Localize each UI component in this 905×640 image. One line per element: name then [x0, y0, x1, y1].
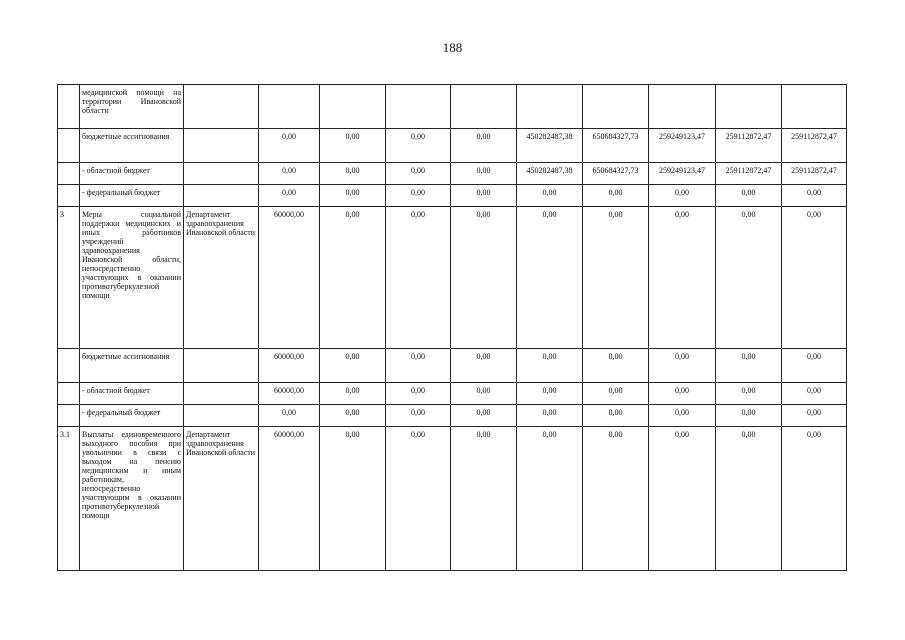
value-cell [583, 85, 649, 129]
value-cell: 0,00 [386, 163, 451, 185]
value-cell: 0,00 [716, 405, 782, 427]
row-name-cell: - федеральный бюджет [80, 405, 184, 427]
row-name-cell: - областной бюджет [80, 163, 184, 185]
value-cell: 650684327,73 [583, 163, 649, 185]
value-cell: 0,00 [782, 383, 847, 405]
value-cell: 0,00 [386, 349, 451, 383]
value-cell: 0,00 [649, 185, 716, 207]
row-number-cell [58, 185, 80, 207]
value-cell: 60000,00 [259, 383, 320, 405]
value-cell: 0,00 [716, 207, 782, 349]
row-name-cell: Выплаты единовременного выходного пособия при увольнении в связи с выходом на пенсию медицинским и иным работникам, непосредственно участвующим в оказании противотуберкулезной помощи [80, 427, 184, 571]
value-cell: 0,00 [386, 129, 451, 163]
value-cell: 0,00 [451, 129, 517, 163]
row-name-cell: Меры социальной поддержки медицинских и иных работников учреждений здравоохранения Ивановской области, непосредственно участвующих в оказании противотуберкулезной помощи [80, 207, 184, 349]
value-cell: 0,00 [451, 383, 517, 405]
value-cell: 0,00 [517, 405, 583, 427]
row-name-cell: бюджетные ассигнования [80, 129, 184, 163]
value-cell: 0,00 [320, 129, 386, 163]
value-cell: 0,00 [716, 427, 782, 571]
value-cell: 0,00 [649, 427, 716, 571]
value-cell: 60000,00 [259, 349, 320, 383]
table-row [58, 207, 847, 349]
value-cell: 0,00 [451, 185, 517, 207]
row-department-cell: Департамент здравоохранения Ивановской области [184, 207, 259, 349]
value-cell [451, 85, 517, 129]
value-cell: 0,00 [386, 207, 451, 349]
value-cell: 0,00 [716, 383, 782, 405]
table-row [58, 85, 847, 129]
value-cell: 0,00 [517, 383, 583, 405]
value-cell: 0,00 [782, 207, 847, 349]
value-cell: 0,00 [320, 383, 386, 405]
value-cell: 0,00 [782, 405, 847, 427]
value-cell: 259112872,47 [782, 163, 847, 185]
row-number-cell [58, 129, 80, 163]
value-cell: 0,00 [583, 383, 649, 405]
table-row [58, 427, 847, 571]
table-row [58, 129, 847, 163]
value-cell: 0,00 [320, 163, 386, 185]
value-cell: 259112872,47 [716, 163, 782, 185]
row-name-cell: бюджетные ассигнования [80, 349, 184, 383]
value-cell: 0,00 [320, 405, 386, 427]
value-cell [320, 85, 386, 129]
value-cell [649, 85, 716, 129]
page-number: 188 [442, 40, 463, 55]
value-cell: 0,00 [451, 427, 517, 571]
value-cell: 0,00 [583, 349, 649, 383]
value-cell: 450282487,38 [517, 129, 583, 163]
row-department-cell [184, 85, 259, 129]
value-cell: 259112872,47 [782, 129, 847, 163]
value-cell: 0,00 [320, 185, 386, 207]
row-number-cell [58, 163, 80, 185]
value-cell: 0,00 [320, 207, 386, 349]
value-cell: 0,00 [386, 427, 451, 571]
value-cell: 650684327,73 [583, 129, 649, 163]
row-number-cell: 3 [58, 207, 80, 349]
row-number-cell [58, 383, 80, 405]
row-number-cell [58, 405, 80, 427]
value-cell: 259249123,47 [649, 129, 716, 163]
row-number-cell [58, 349, 80, 383]
value-cell: 259112872,47 [716, 129, 782, 163]
table-row [58, 163, 847, 185]
value-cell [782, 85, 847, 129]
value-cell: 0,00 [320, 427, 386, 571]
value-cell: 0,00 [649, 207, 716, 349]
value-cell: 0,00 [716, 185, 782, 207]
row-department-cell [184, 383, 259, 405]
value-cell: 0,00 [517, 349, 583, 383]
value-cell: 0,00 [259, 405, 320, 427]
row-number-cell: 3.1 [58, 427, 80, 571]
value-cell: 0,00 [451, 163, 517, 185]
table-row [58, 383, 847, 405]
value-cell: 0,00 [782, 349, 847, 383]
value-cell: 0,00 [451, 405, 517, 427]
value-cell: 0,00 [782, 427, 847, 571]
value-cell: 450282487,38 [517, 163, 583, 185]
value-cell [259, 85, 320, 129]
value-cell: 0,00 [259, 163, 320, 185]
budget-table [57, 84, 847, 571]
value-cell: 0,00 [517, 185, 583, 207]
row-department-cell [184, 349, 259, 383]
row-department-cell [184, 163, 259, 185]
value-cell: 0,00 [649, 383, 716, 405]
row-number-cell [58, 85, 80, 129]
row-department-cell [184, 405, 259, 427]
row-department-cell [184, 129, 259, 163]
value-cell: 0,00 [320, 349, 386, 383]
value-cell: 0,00 [583, 427, 649, 571]
value-cell: 0,00 [451, 207, 517, 349]
value-cell: 60000,00 [259, 427, 320, 571]
value-cell: 60000,00 [259, 207, 320, 349]
value-cell: 0,00 [649, 349, 716, 383]
table-row [58, 185, 847, 207]
value-cell: 0,00 [451, 349, 517, 383]
row-department-cell [184, 185, 259, 207]
value-cell: 0,00 [583, 405, 649, 427]
row-department-cell: Департамент здравоохранения Ивановской области [184, 427, 259, 571]
value-cell: 0,00 [517, 207, 583, 349]
table-row [58, 349, 847, 383]
value-cell: 0,00 [386, 405, 451, 427]
value-cell: 0,00 [259, 185, 320, 207]
value-cell: 259249123,47 [649, 163, 716, 185]
value-cell: 0,00 [716, 349, 782, 383]
value-cell: 0,00 [386, 383, 451, 405]
value-cell [517, 85, 583, 129]
table-row [58, 405, 847, 427]
value-cell [386, 85, 451, 129]
value-cell: 0,00 [386, 185, 451, 207]
row-name-cell: - федеральный бюджет [80, 185, 184, 207]
value-cell: 0,00 [649, 405, 716, 427]
value-cell: 0,00 [782, 185, 847, 207]
value-cell [716, 85, 782, 129]
value-cell: 0,00 [583, 207, 649, 349]
value-cell: 0,00 [259, 129, 320, 163]
value-cell: 0,00 [517, 427, 583, 571]
row-name-cell: - областной бюджет [80, 383, 184, 405]
value-cell: 0,00 [583, 185, 649, 207]
row-name-cell: медицинской помощи на территории Ивановской области [80, 85, 184, 129]
